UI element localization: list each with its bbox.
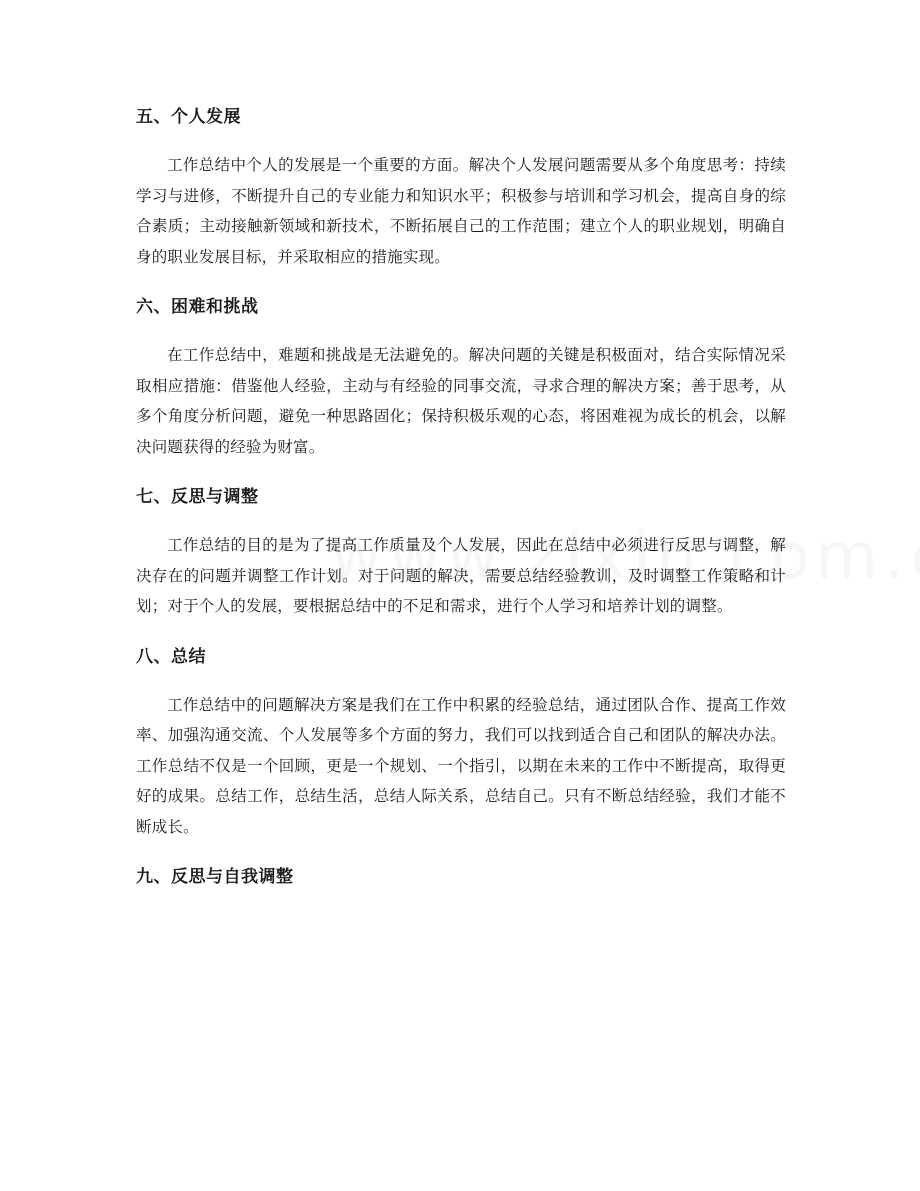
- section-8: [136, 644, 786, 843]
- section-paragraph: 工作总结中个人的发展是一个重要的方面。解决个人发展问题需要从多个角度思考：持续学习与进修，不断提升自己的专业能力和知识水平；积极参与培训和学习机会，提高自身的综合素质；主动接触新领域和新技术，不断拓展自己的工作范围；建立个人的职业规划，明确自身的职业发展目标，并采取相应的措施实现。: [136, 156, 786, 266]
- section-6: [136, 294, 786, 462]
- section-heading: 九、反思与自我调整: [136, 867, 294, 887]
- section-heading: 六、困难和挑战: [136, 297, 259, 317]
- section-heading: 七、反思与调整: [136, 487, 259, 507]
- section-9: [136, 864, 786, 890]
- section-paragraph: 工作总结的目的是为了提高工作质量及个人发展，因此在总结中必须进行反思与调整，解决存在的问题并调整工作计划。对于问题的解决，需要总结经验教训，及时调整工作策略和计划；对于个人的发展，要根据总结中的不足和需求，进行个人学习和培养计划的调整。: [136, 536, 786, 615]
- section-heading: 五、个人发展: [136, 107, 241, 127]
- section-7: [136, 484, 786, 622]
- section-5: [136, 104, 786, 272]
- document-body: [136, 104, 786, 910]
- section-paragraph: 工作总结中的问题解决方案是我们在工作中积累的经验总结，通过团队合作、提高工作效率、加强沟通交流、个人发展等多个方面的努力，我们可以找到适合自己和团队的解决办法。工作总结不仅是一个回顾，更是一个规划、一个指引，以期在未来的工作中不断提高，取得更好的成果。总结工作，总结生活，总结人际关系，总结自己。只有不断总结经验，我们才能不断成长。: [136, 695, 786, 836]
- section-heading: 八、总结: [136, 646, 206, 667]
- section-paragraph: 在工作总结中，难题和挑战是无法避免的。解决问题的关键是积极面对，结合实际情况采取相应措施：借鉴他人经验，主动与有经验的同事交流，寻求合理的解决方案；善于思考，从多个角度分析问题，避免一种思路固化；保持积极乐观的心态，将困难视为成长的机会，以解决问题获得的经验为财富。: [136, 346, 786, 456]
